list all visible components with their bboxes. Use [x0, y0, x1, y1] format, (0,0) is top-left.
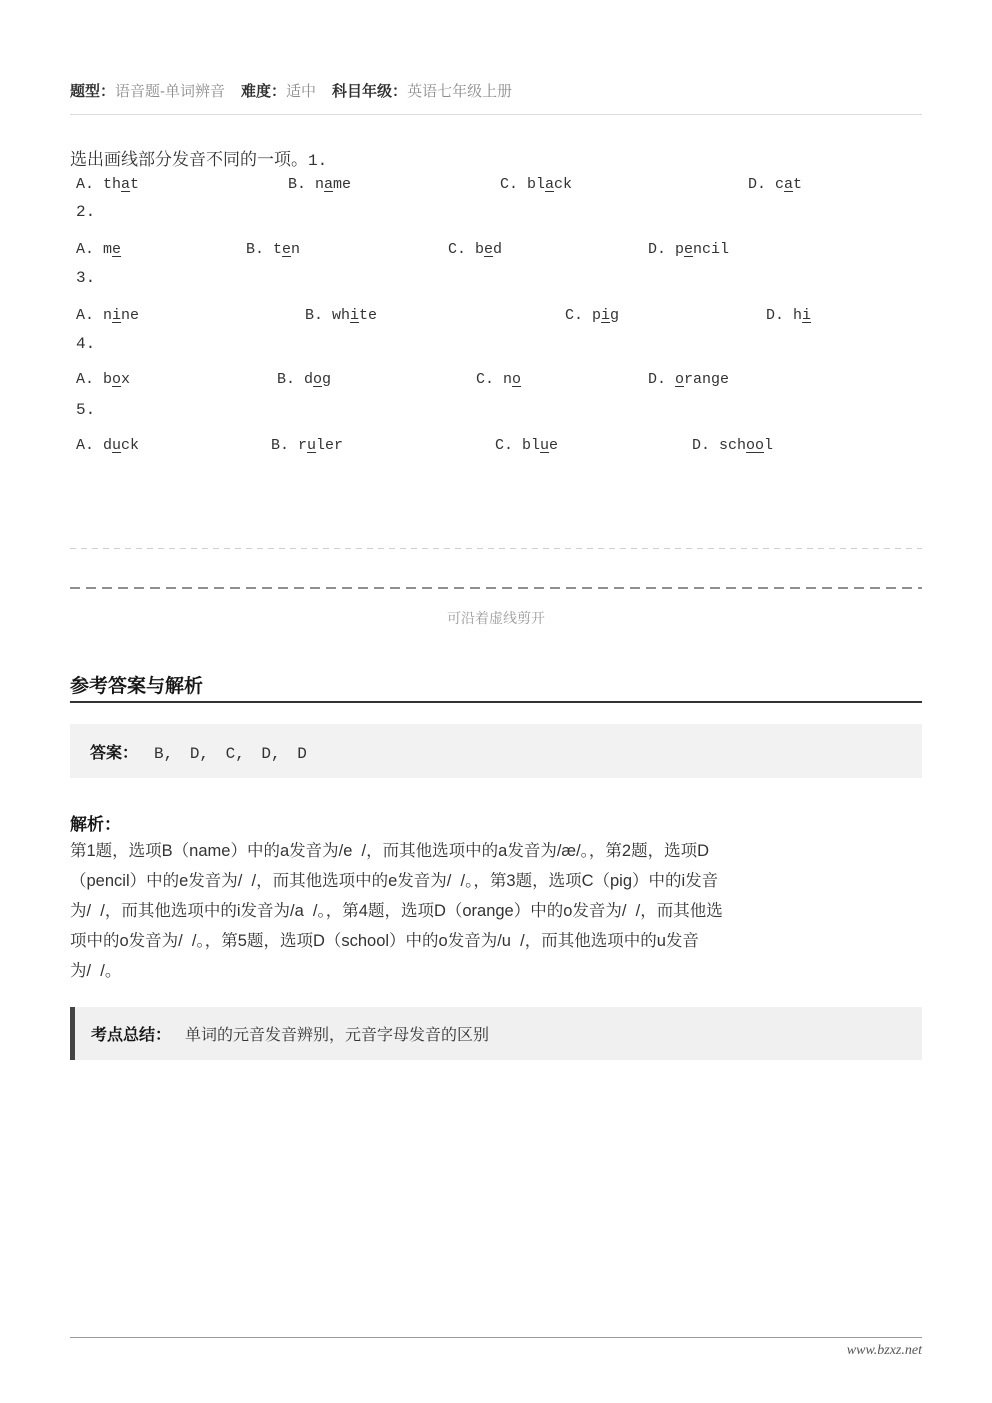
summary-label: 考点总结：: [91, 1027, 172, 1044]
cut-dashed-line-top: [70, 548, 922, 549]
cut-note: 可沿着虚线剪开: [447, 610, 545, 626]
analysis-line: 项中的o发音为/ /。，第5题，选项D（school）中的o发音为/u /，而其他选项中的u发音: [70, 932, 699, 950]
analysis-line: 第1题，选项B（name）中的a发音为/e /，而其他选项中的a发音为/æ/。，第2题，选项D: [70, 842, 710, 860]
question-prompt: [70, 145, 327, 170]
option-d: D. hi: [766, 307, 812, 324]
option-b: B. dog: [277, 371, 332, 388]
meta-label-subject-grade: 科目年级：: [332, 83, 408, 100]
footer-divider: [70, 1337, 922, 1338]
question-number: 2.: [76, 203, 96, 221]
question-number: 4.: [76, 335, 96, 353]
key-point-summary-box: [70, 1007, 922, 1060]
answer-box: [70, 724, 922, 778]
prompt-text: 选出画线部分发音不同的一项。: [70, 150, 308, 169]
footer-site-url: www.bzxz.net: [846, 1343, 922, 1358]
option-c: C. pig: [565, 307, 620, 324]
summary-text: 单词的元音发音辨别，元音字母发音的区别: [185, 1027, 490, 1044]
meta-value-difficulty: 适中: [286, 83, 317, 100]
meta-value-type: 语音题-单词辨音: [115, 83, 226, 100]
answer-section-title: 参考答案与解析: [70, 676, 204, 697]
question-meta-header: [70, 80, 922, 101]
option-c: C. black: [500, 176, 573, 193]
meta-label-difficulty: 难度：: [241, 83, 287, 100]
option-d: D. orange: [648, 371, 730, 388]
option-d: D. pencil: [648, 241, 730, 258]
question-options-row: [70, 307, 922, 329]
option-d: D. school: [692, 437, 774, 454]
question-options-row: [70, 371, 922, 393]
question-number: 1.: [308, 152, 328, 170]
question-number: 5.: [76, 401, 96, 419]
answer-label: 答案：: [90, 745, 139, 762]
analysis-label: 解析：: [70, 815, 121, 834]
option-b: B. name: [288, 176, 352, 193]
meta-value-subject-grade: 英语七年级上册: [407, 83, 513, 100]
analysis-line: 为/ /。: [70, 962, 122, 980]
analysis-text: [70, 836, 930, 986]
option-c: C. no: [476, 371, 522, 388]
header-divider: [70, 114, 922, 115]
question-options-row: [70, 437, 922, 459]
meta-label-type: 题型：: [70, 83, 116, 100]
cut-dashed-line-bottom: [70, 587, 922, 589]
option-a: A. nine: [76, 307, 140, 324]
option-d: D. cat: [748, 176, 803, 193]
analysis-line: （pencil）中的e发音为/ /，而其他选项中的e发音为/ /。，第3题，选项C（pig）中的i发音: [70, 872, 719, 890]
option-a: A. box: [76, 371, 131, 388]
option-b: B. ruler: [271, 437, 344, 454]
question-number: 3.: [76, 269, 96, 287]
analysis-line: 为/ /，而其他选项中的i发音为/a /。，第4题，选项D（orange）中的o发音为/ /，而其他选: [70, 902, 723, 920]
question-options-row: [70, 176, 922, 198]
option-c: C. blue: [495, 437, 559, 454]
option-a: A. me: [76, 241, 122, 258]
option-a: A. that: [76, 176, 140, 193]
answer-values: B, D, C, D, D: [154, 745, 307, 763]
option-b: B. white: [305, 307, 378, 324]
option-c: C. bed: [448, 241, 503, 258]
option-a: A. duck: [76, 437, 140, 454]
question-options-row: [70, 241, 922, 263]
answer-section-rule: [70, 701, 922, 703]
option-b: B. ten: [246, 241, 301, 258]
